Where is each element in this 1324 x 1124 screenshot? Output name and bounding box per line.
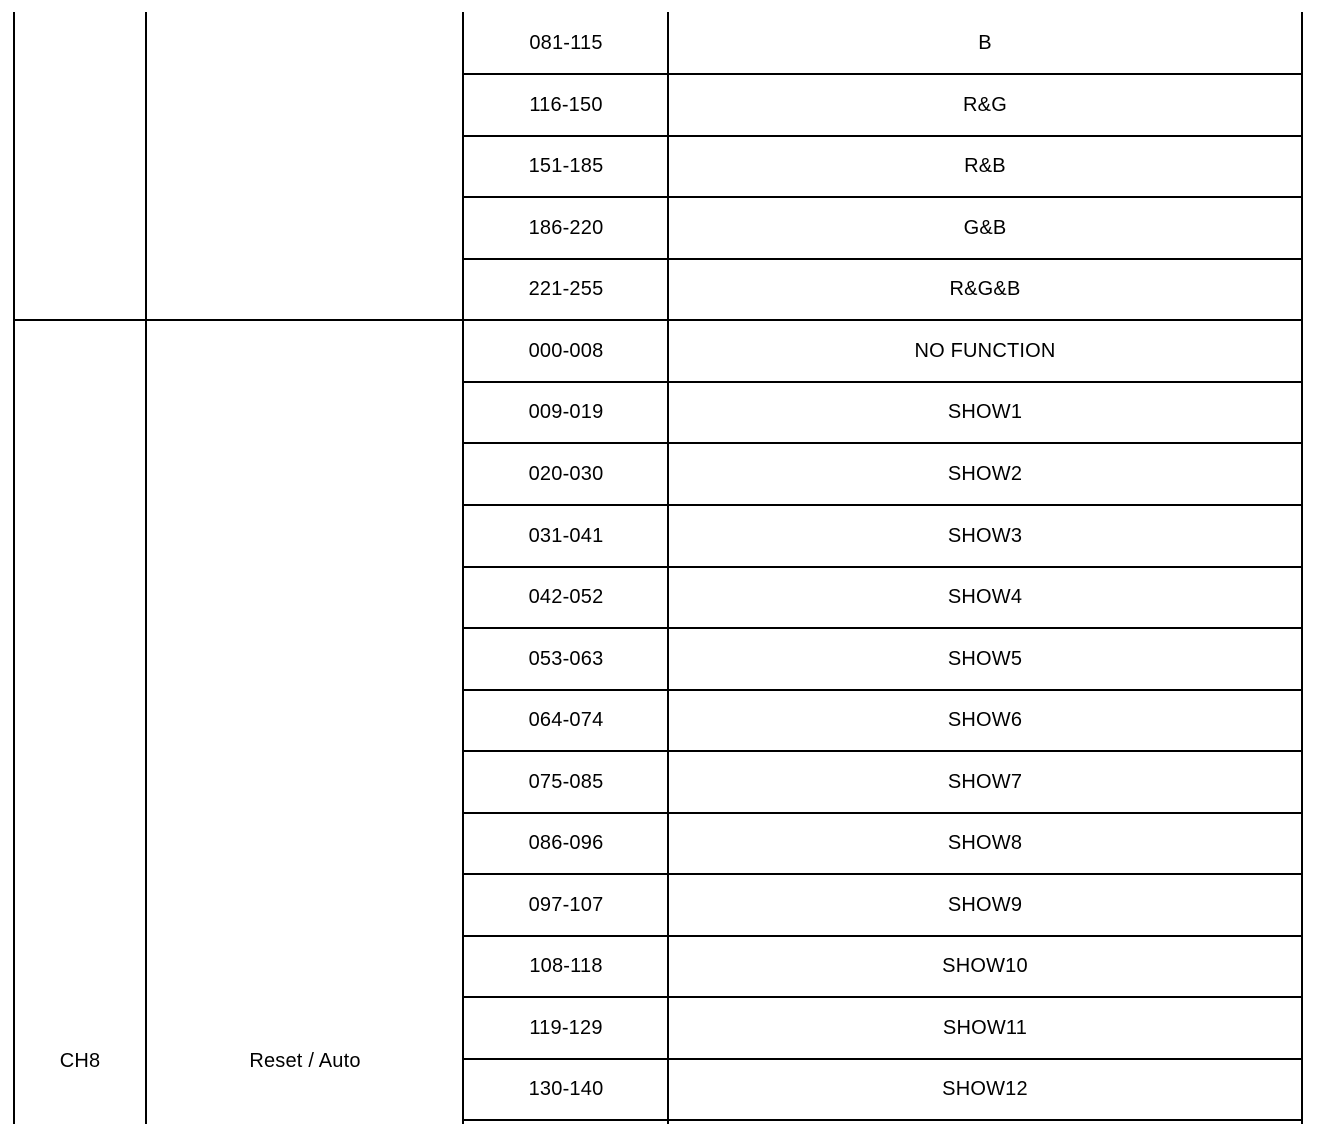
value-range-cell: 081-115	[529, 31, 603, 54]
value-range-cell: 151-185	[528, 155, 604, 177]
function-cell: G&B	[963, 216, 1007, 239]
function-cell: SHOW10	[942, 955, 1028, 977]
value-range-cell: 186-220	[528, 216, 604, 239]
function-cell: SHOW4	[947, 586, 1023, 608]
value-range-cell: 086-096	[528, 832, 604, 854]
function-cell: SHOW6	[947, 709, 1023, 731]
value-range-cell: 020-030	[528, 462, 604, 485]
value-range-cell: 130-140	[528, 1078, 604, 1100]
function-cell: SHOW2	[947, 462, 1023, 485]
value-range-cell: 221-255	[528, 278, 604, 300]
function-cell: SHOW11	[942, 1016, 1028, 1039]
value-range-cell: 042-052	[528, 586, 604, 608]
function-cell: SHOW12	[942, 1078, 1028, 1100]
function-cell: SHOW3	[947, 524, 1023, 547]
value-range-cell: 108-118	[529, 955, 603, 977]
table-border-left	[13, 12, 15, 1124]
value-range-cell: 053-063	[528, 647, 604, 670]
value-range-cell: 031-041	[528, 524, 604, 547]
function-cell: R&G&B	[949, 278, 1021, 300]
function-cell: SHOW9	[947, 893, 1023, 916]
row-divider	[462, 1119, 1303, 1121]
function-cell: SHOW8	[947, 832, 1023, 854]
value-range-cell: 075-085	[528, 770, 604, 793]
function-cell: R&B	[964, 155, 1006, 177]
value-range-cell: 119-129	[529, 1016, 603, 1039]
function-cell: B	[978, 31, 992, 54]
value-range-cell: 097-107	[528, 893, 604, 916]
function-cell: NO FUNCTION	[914, 339, 1056, 362]
function-cell: SHOW7	[947, 770, 1023, 793]
value-range-cell: 116-150	[529, 93, 603, 116]
table-border-right	[1301, 12, 1303, 1124]
function-cell: R&G	[963, 93, 1007, 116]
value-range-cell: 009-019	[528, 401, 604, 423]
column-divider-channel	[145, 12, 147, 1124]
channel-label: CH8	[59, 1049, 101, 1072]
function-cell: SHOW1	[947, 401, 1023, 423]
value-range-cell: 000-008	[528, 339, 604, 362]
value-range-cell: 064-074	[528, 709, 604, 731]
channel-function-name: Reset / Auto	[249, 1049, 361, 1072]
function-cell: SHOW5	[947, 647, 1023, 670]
